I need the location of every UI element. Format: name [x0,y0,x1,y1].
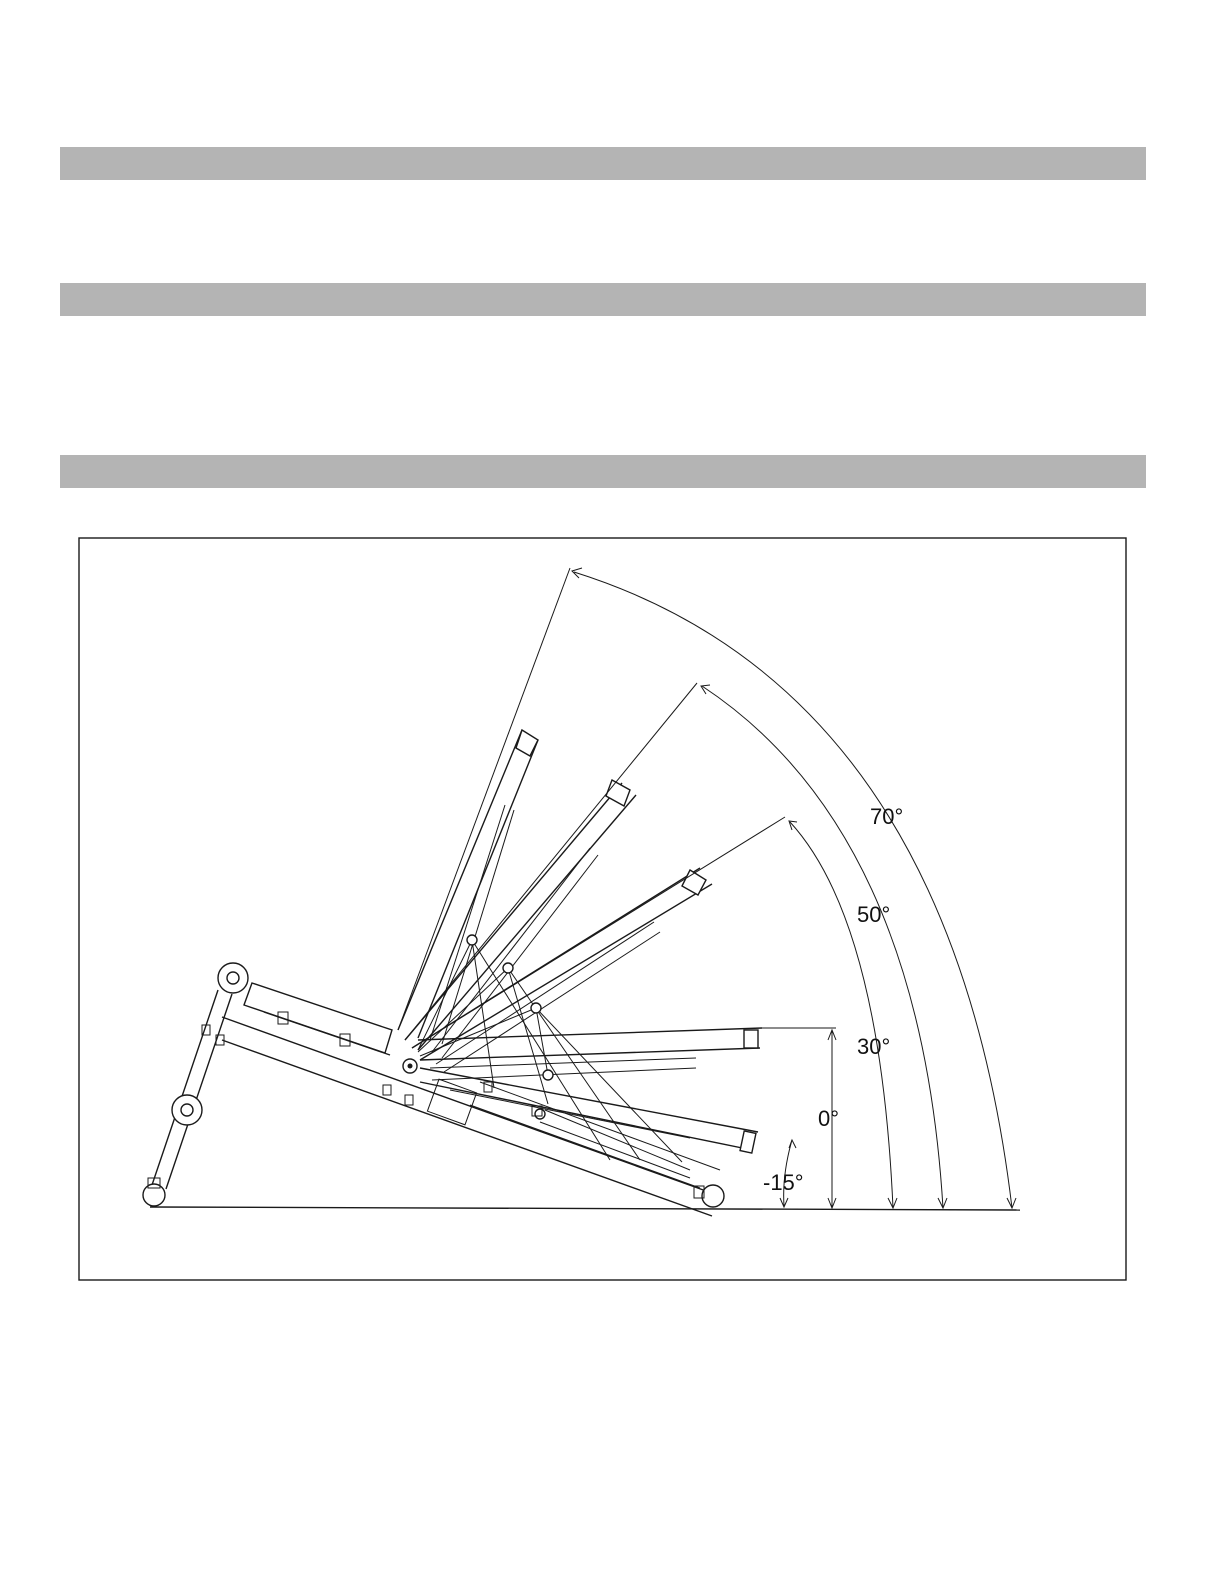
support-linkage [418,935,690,1178]
leg-roller-upper-icon [218,963,248,993]
angle-label-70: 70° [870,804,904,829]
angle-dimension-arcs [572,568,1016,1208]
front-wheel-icon [143,1184,165,1206]
angle-label-0: 0° [818,1106,840,1131]
angle-label-minus15: -15° [763,1170,804,1195]
front-leg [143,963,248,1206]
angle-extension-lines [398,568,836,1048]
diagram-frame-border [79,538,1126,1280]
angle-label-50: 50° [857,902,891,927]
rear-wheel-icon [702,1185,724,1207]
floor-line [150,1207,1020,1210]
angle-label-30: 30° [857,1034,891,1059]
base-frame [222,1017,720,1216]
leg-roller-lower-icon [172,1095,202,1125]
seat-pad [244,983,392,1055]
